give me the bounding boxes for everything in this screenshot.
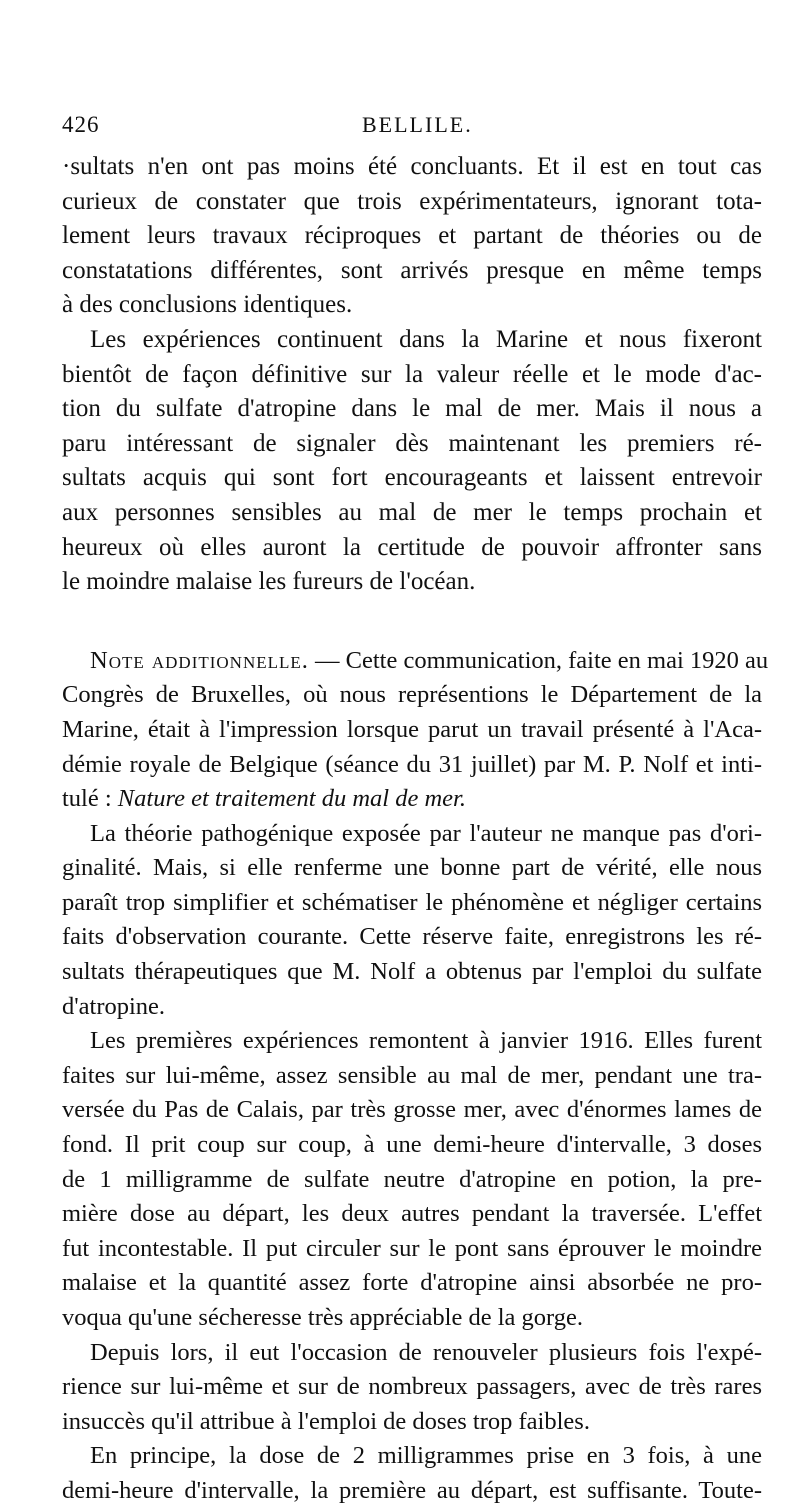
text-line: sultats thérapeutiques que M. Nolf a obtenus par l'emploi du sulfate (62, 958, 762, 986)
text-line: Marine, était à l'impression lorsque parut un travail présenté à l'Aca- (62, 715, 762, 743)
note-title-prefix: tulé : (62, 785, 118, 813)
text-line: sultats acquis qui sont fort encourageants et laissent entrevoir (62, 464, 762, 492)
text-line: Depuis lors, il eut l'occasion de renouveler plusieurs fois l'expé- (90, 1338, 762, 1366)
text-line: demi-heure d'intervalle, la première au départ, est suffisante. Toute- (62, 1476, 762, 1504)
paragraph-1 (62, 150, 762, 323)
text-line: paru intéressant de signaler dès maintenant les premiers ré- (62, 429, 762, 457)
page-number: 426 (62, 112, 100, 137)
text-line: malaise et la quantité assez forte d'atropine ainsi absorbée ne pro- (62, 1269, 762, 1297)
page-header (62, 112, 762, 146)
text-line: le moindre malaise les fureurs de l'océan. (62, 568, 476, 596)
text-line: Congrès de Bruxelles, où nous représentions le Département de la (62, 681, 762, 709)
text-line: aux personnes sensibles au mal de mer le temps prochain et (62, 498, 762, 526)
paragraph-2 (62, 323, 762, 600)
text-line: Les premières expériences remontent à janvier 1916. Elles furent (90, 1027, 762, 1055)
additional-note (62, 644, 769, 1509)
text-line: insuccès qu'il attribue à l'emploi de doses trop faibles. (62, 1407, 590, 1435)
text-line: voqua qu'une sécheresse très appréciable de la gorge. (62, 1304, 583, 1331)
text-line: lement leurs travaux réciproques et partant de théories ou de (62, 222, 762, 250)
text-line: En principe, la dose de 2 milligrammes prise en 3 fois, à une (90, 1442, 762, 1470)
text-line: rience sur lui-même et sur de nombreux passagers, avec de très rares (62, 1373, 762, 1401)
text-line: versée du Pas de Calais, par très grosse mer, avec d'énormes lames de (62, 1096, 762, 1124)
text-line: ·sultats n'en ont pas moins été concluants. Et il est en tout cas (62, 153, 762, 180)
note-first-line (62, 644, 769, 679)
text-line: bientôt de façon définitive sur la valeur réelle et le mode d'ac- (62, 360, 762, 388)
section-gap (62, 600, 762, 644)
text-line: La théorie pathogénique exposée par l'auteur ne manque pas d'ori- (90, 819, 762, 847)
body-text (62, 150, 769, 1509)
note-title-line (62, 782, 762, 817)
text-line: tion du sulfate d'atropine dans le mal de mer. Mais il nous a (62, 395, 762, 423)
text-line: fond. Il prit coup sur coup, à une demi-heure d'intervalle, 3 doses (62, 1131, 762, 1159)
text-line: de 1 milligramme de sulfate neutre d'atropine en potion, la pre- (62, 1165, 762, 1193)
text-line: ginalité. Mais, si elle renferme une bonne part de vérité, elle nous (62, 854, 762, 882)
text-line: faites sur lui-même, assez sensible au mal de mer, pendant une tra- (62, 1061, 762, 1089)
text-line: curieux de constater que trois expérimentateurs, ignorant tota- (62, 187, 762, 215)
note-first-line-text: — Cette communication, faite en mai 1920 au (308, 646, 769, 674)
text-line: mière dose au départ, les deux autres pendant la traversée. L'effet (62, 1200, 762, 1228)
note-label: Note additionnelle. (90, 646, 309, 674)
running-head: BELLILE. (362, 112, 473, 137)
text-line: Les expériences continuent dans la Marine et nous fixeront (90, 325, 762, 353)
text-line: d'atropine. (62, 992, 166, 1020)
text-line: heureux où elles auront la certitude de pouvoir affronter sans (62, 533, 762, 561)
text-line: faits d'observation courante. Cette réserve faite, enregistrons les ré- (62, 923, 762, 951)
cited-work-title: Nature et traitement du mal de mer. (117, 785, 466, 813)
text-line: constatations différentes, sont arrivés presque en même temps (62, 256, 762, 284)
text-line: démie royale de Belgique (séance du 31 juillet) par M. P. Nolf et inti- (62, 750, 762, 778)
text-line: à des conclusions identiques. (62, 291, 353, 319)
text-line: fut incontestable. Il put circuler sur le pont sans éprouver le moindre (62, 1234, 762, 1262)
text-line: paraît trop simplifier et schématiser le phénomène et négliger certains (62, 888, 762, 916)
